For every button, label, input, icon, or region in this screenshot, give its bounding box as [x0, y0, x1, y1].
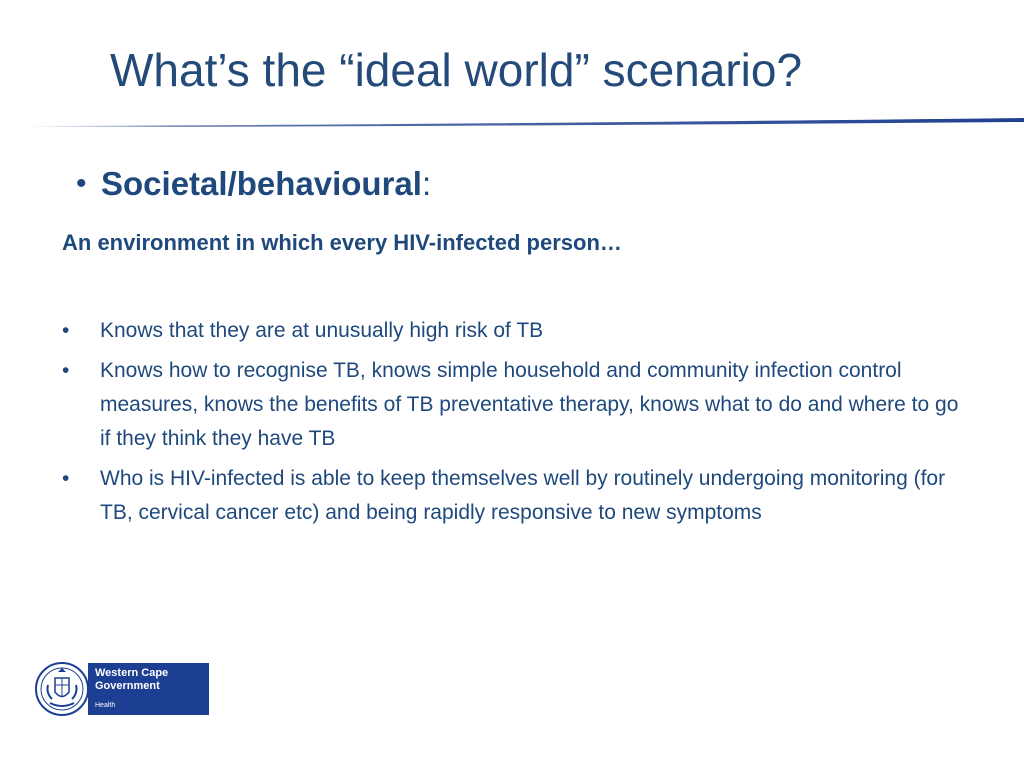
heading-bullet: •	[76, 167, 87, 200]
list-item	[62, 314, 972, 348]
list-item	[62, 462, 972, 530]
logo-line-2: Government	[95, 680, 160, 692]
slide-title: What’s the “ideal world” scenario?	[110, 44, 803, 96]
bullet-dot: •	[62, 467, 70, 490]
list-item	[62, 354, 972, 456]
list-item-text: Who is HIV-infected is able to keep themselves well by routinely undergoing monitoring (for TB, cervical cancer etc) and being rapidly responsive to new symptoms	[100, 467, 946, 524]
subheading: An environment in which every HIV-infected person…	[62, 230, 622, 255]
bullet-list	[62, 314, 972, 536]
western-cape-logo	[34, 661, 210, 717]
logo-panel	[88, 663, 209, 715]
list-item-text: Knows that they are at unusually high risk of TB	[100, 319, 544, 342]
logo-line-1: Western Cape	[95, 667, 169, 679]
heading-bold-text: Societal/behavioural	[101, 165, 422, 202]
heading-colon: :	[421, 165, 432, 202]
list-item-text: Knows how to recognise TB, knows simple household and community infection control measures, knows the benefits of TB preventative therapy, knows what to do and where to go if they think they have TB	[100, 359, 959, 450]
logo-line-3: Health	[95, 702, 116, 709]
title-underline	[0, 110, 1024, 132]
bullet-dot: •	[62, 319, 70, 342]
bullet-dot: •	[62, 359, 70, 382]
coat-of-arms-icon	[34, 661, 92, 717]
